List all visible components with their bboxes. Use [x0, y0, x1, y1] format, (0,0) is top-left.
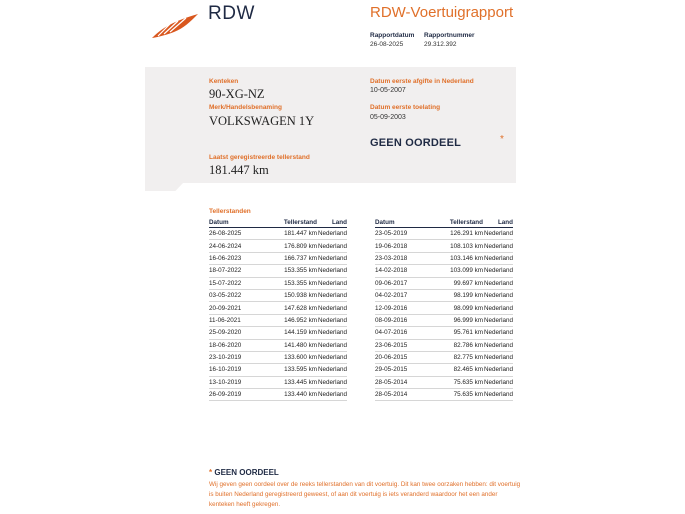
- cell-km: 133.600 km: [259, 351, 317, 363]
- table-row: [375, 228, 513, 240]
- report-date: [370, 31, 414, 49]
- cell-country: Nederland: [483, 265, 513, 277]
- plate-value: 90-XG-NZ: [209, 87, 265, 101]
- cell-date: 16-10-2019: [209, 364, 259, 376]
- cell-date: 19-06-2018: [375, 240, 425, 252]
- cell-km: 133.440 km: [259, 389, 317, 401]
- cell-date: 13-10-2019: [209, 376, 259, 388]
- column-header-km: Tellerstand: [425, 217, 483, 228]
- cell-km: 82.465 km: [425, 364, 483, 376]
- cell-km: 98.099 km: [425, 302, 483, 314]
- cell-km: 99.697 km: [425, 277, 483, 289]
- cell-km: 103.099 km: [425, 265, 483, 277]
- table-row: [375, 265, 513, 277]
- cell-km: 95.761 km: [425, 327, 483, 339]
- cell-km: 103.146 km: [425, 252, 483, 264]
- table-row: [209, 240, 347, 252]
- cell-date: 08-09-2016: [375, 314, 425, 326]
- cell-date: 28-05-2014: [375, 389, 425, 401]
- cell-km: 133.445 km: [259, 376, 317, 388]
- footer-title-text: GEEN OORDEEL: [214, 468, 279, 477]
- cell-country: Nederland: [483, 327, 513, 339]
- plate-label: Kenteken: [209, 78, 239, 85]
- report-number-value: 29.312.392: [424, 41, 457, 48]
- cell-date: 09-06-2017: [375, 277, 425, 289]
- table-row: [209, 302, 347, 314]
- cell-km: 153.355 km: [259, 277, 317, 289]
- first-nl-value: 10-05-2007: [370, 87, 406, 94]
- cell-country: Nederland: [317, 389, 347, 401]
- cell-country: Nederland: [317, 289, 347, 301]
- cell-date: 15-07-2022: [209, 277, 259, 289]
- cell-km: 98.199 km: [425, 289, 483, 301]
- report-title: RDW-Voertuigrapport: [370, 4, 514, 21]
- table-row: [209, 314, 347, 326]
- report-date-value: 26-08-2025: [370, 41, 404, 48]
- cell-date: 26-09-2019: [209, 389, 259, 401]
- column-header-date: Datum: [209, 217, 259, 228]
- table-row: [209, 289, 347, 301]
- table-row: [375, 289, 513, 301]
- table-row: [375, 339, 513, 351]
- odometer-section-label: Tellerstanden: [209, 208, 251, 215]
- cell-country: Nederland: [317, 314, 347, 326]
- cell-date: 16-06-2023: [209, 252, 259, 264]
- table-row: [209, 228, 347, 240]
- table-row: [209, 389, 347, 401]
- table-row: [375, 364, 513, 376]
- table-row: [209, 351, 347, 363]
- cell-country: Nederland: [317, 302, 347, 314]
- cell-km: 153.355 km: [259, 265, 317, 277]
- make-label: Merk/Handelsbenaming: [209, 104, 282, 111]
- column-header-country: Land: [483, 217, 513, 228]
- footer-title: [209, 468, 279, 477]
- cell-date: 04-02-2017: [375, 289, 425, 301]
- cell-country: Nederland: [483, 228, 513, 240]
- odometer-table-right: [375, 217, 513, 401]
- cell-km: 82.786 km: [425, 339, 483, 351]
- cell-km: 133.595 km: [259, 364, 317, 376]
- cell-km: 176.809 km: [259, 240, 317, 252]
- cell-km: 141.480 km: [259, 339, 317, 351]
- cell-date: 03-05-2022: [209, 289, 259, 301]
- table-row: [375, 376, 513, 388]
- table-row: [209, 376, 347, 388]
- cell-country: Nederland: [317, 364, 347, 376]
- footer-marker: *: [209, 468, 213, 477]
- cell-date: 24-06-2024: [209, 240, 259, 252]
- cell-country: Nederland: [483, 289, 513, 301]
- cell-country: Nederland: [483, 240, 513, 252]
- cell-km: 82.775 km: [425, 351, 483, 363]
- column-header-country: Land: [317, 217, 347, 228]
- cell-country: Nederland: [483, 277, 513, 289]
- cell-date: 26-08-2025: [209, 228, 259, 240]
- cell-country: Nederland: [317, 277, 347, 289]
- table-row: [209, 339, 347, 351]
- cell-date: 04-07-2016: [375, 327, 425, 339]
- first-admission-label: Datum eerste toelating: [370, 104, 441, 111]
- cell-country: Nederland: [317, 228, 347, 240]
- table-row: [375, 302, 513, 314]
- table-row: [209, 277, 347, 289]
- cell-date: 23-06-2015: [375, 339, 425, 351]
- cell-date: 11-06-2021: [209, 314, 259, 326]
- table-row: [375, 252, 513, 264]
- odometer-table-left: [209, 217, 347, 401]
- first-admission-value: 05-09-2003: [370, 114, 406, 121]
- cell-country: Nederland: [317, 351, 347, 363]
- cell-date: 20-06-2015: [375, 351, 425, 363]
- cell-km: 126.291 km: [425, 228, 483, 240]
- cell-country: Nederland: [483, 376, 513, 388]
- report-number: [424, 31, 475, 49]
- report-date-label: Rapportdatum: [370, 32, 415, 39]
- cell-country: Nederland: [483, 302, 513, 314]
- cell-km: 75.635 km: [425, 389, 483, 401]
- cell-country: Nederland: [317, 327, 347, 339]
- cell-date: 12-09-2016: [375, 302, 425, 314]
- footer-explanation: Wij geven geen oordeel over de reeks tellerstanden van dit voertuig. Dit kan twee oorzaken hebben: dit voertuig is buiten Nederland geregistreerd geweest, of aan dit voertuig is iets veranderd waardoor het een ander kenteken heeft gekregen.: [209, 481, 521, 508]
- verdict-text: GEEN OORDEEL: [370, 137, 462, 149]
- make-value: VOLKSWAGEN 1Y: [209, 114, 315, 128]
- cell-km: 150.938 km: [259, 289, 317, 301]
- table-row: [209, 327, 347, 339]
- cell-country: Nederland: [483, 252, 513, 264]
- rdw-leaf-icon: [150, 12, 200, 40]
- cell-country: Nederland: [317, 339, 347, 351]
- cell-date: 28-05-2014: [375, 376, 425, 388]
- cell-km: 96.999 km: [425, 314, 483, 326]
- cell-country: Nederland: [483, 364, 513, 376]
- cell-km: 108.103 km: [425, 240, 483, 252]
- verdict-marker: *: [500, 134, 504, 145]
- cell-km: 147.628 km: [259, 302, 317, 314]
- cell-date: 23-10-2019: [209, 351, 259, 363]
- cell-country: Nederland: [483, 389, 513, 401]
- cell-date: 18-06-2020: [209, 339, 259, 351]
- cell-km: 144.159 km: [259, 327, 317, 339]
- cell-country: Nederland: [317, 240, 347, 252]
- panel-tab: [145, 183, 183, 191]
- cell-country: Nederland: [483, 314, 513, 326]
- logo-text: RDW: [208, 3, 255, 24]
- first-nl-label: Datum eerste afgifte in Nederland: [370, 78, 474, 85]
- cell-country: Nederland: [483, 339, 513, 351]
- cell-km: 181.447 km: [259, 228, 317, 240]
- cell-date: 14-02-2018: [375, 265, 425, 277]
- table-row: [375, 351, 513, 363]
- cell-country: Nederland: [317, 265, 347, 277]
- table-row: [209, 364, 347, 376]
- cell-date: 20-09-2021: [209, 302, 259, 314]
- table-row: [375, 240, 513, 252]
- cell-km: 146.952 km: [259, 314, 317, 326]
- cell-country: Nederland: [483, 351, 513, 363]
- cell-date: 25-09-2020: [209, 327, 259, 339]
- cell-km: 166.737 km: [259, 252, 317, 264]
- report-number-label: Rapportnummer: [424, 32, 475, 39]
- odometer-value: 181.447 km: [209, 163, 269, 177]
- table-row: [375, 277, 513, 289]
- table-row: [209, 252, 347, 264]
- cell-date: 23-05-2019: [375, 228, 425, 240]
- column-header-km: Tellerstand: [259, 217, 317, 228]
- odometer-label: Laatst geregistreerde tellerstand: [209, 154, 310, 161]
- cell-country: Nederland: [317, 376, 347, 388]
- cell-km: 75.635 km: [425, 376, 483, 388]
- cell-date: 29-05-2015: [375, 364, 425, 376]
- table-row: [375, 327, 513, 339]
- table-row: [375, 314, 513, 326]
- cell-country: Nederland: [317, 252, 347, 264]
- table-row: [375, 389, 513, 401]
- column-header-date: Datum: [375, 217, 425, 228]
- cell-date: 18-07-2022: [209, 265, 259, 277]
- cell-date: 23-03-2018: [375, 252, 425, 264]
- table-row: [209, 265, 347, 277]
